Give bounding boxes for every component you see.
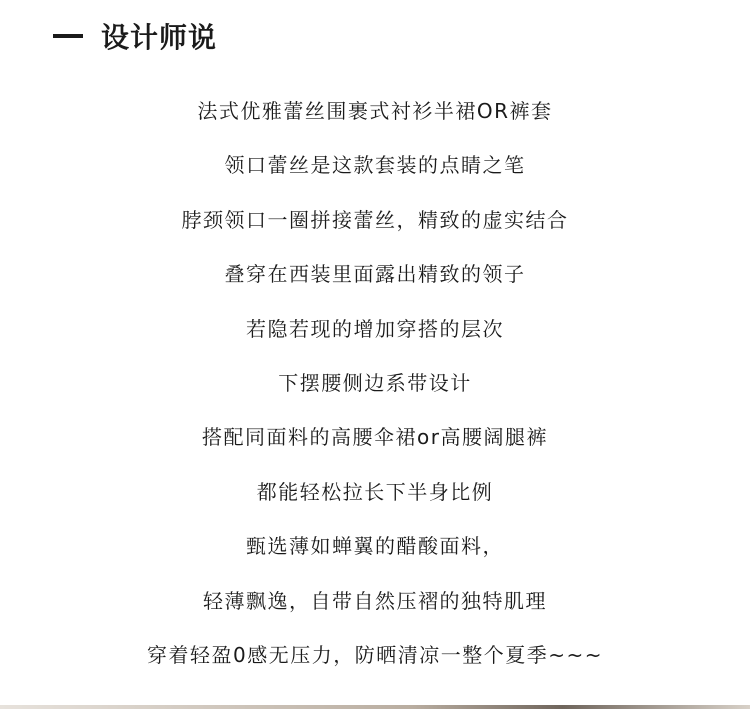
designer-note-line: 领口蕾丝是这款套装的点睛之笔	[224, 153, 526, 178]
section-header	[53, 16, 217, 56]
designer-note-line: 叠穿在西装里面露出精致的领子	[224, 262, 526, 287]
designer-note-line: 法式优雅蕾丝围裹式衬衫半裙OR裤套	[197, 99, 553, 123]
designer-note-line: 都能轻松拉长下半身比例	[256, 479, 494, 504]
designer-note-line: 轻薄飘逸，自带自然压褶的独特肌理	[203, 588, 547, 613]
designer-note-line: 若隐若现的增加穿搭的层次	[246, 316, 504, 341]
designer-note-line: 搭配同面料的高腰伞裙or高腰阔腿裤	[202, 425, 548, 450]
header-dash-divider	[53, 34, 83, 38]
designer-note-line: 穿着轻盈0感无压力，防晒清凉一整个夏季~~~	[147, 642, 603, 667]
designer-note-line: 下摆腰侧边系带设计	[278, 370, 472, 395]
product-photo-edge	[0, 705, 750, 709]
section-title: 设计师说	[101, 21, 218, 54]
designer-note-line: 甄选薄如蝉翼的醋酸面料，	[246, 534, 504, 559]
designer-note-line: 脖颈领口一圈拼接蕾丝，精致的虚实结合	[181, 207, 569, 232]
designer-notes-list	[0, 96, 750, 694]
